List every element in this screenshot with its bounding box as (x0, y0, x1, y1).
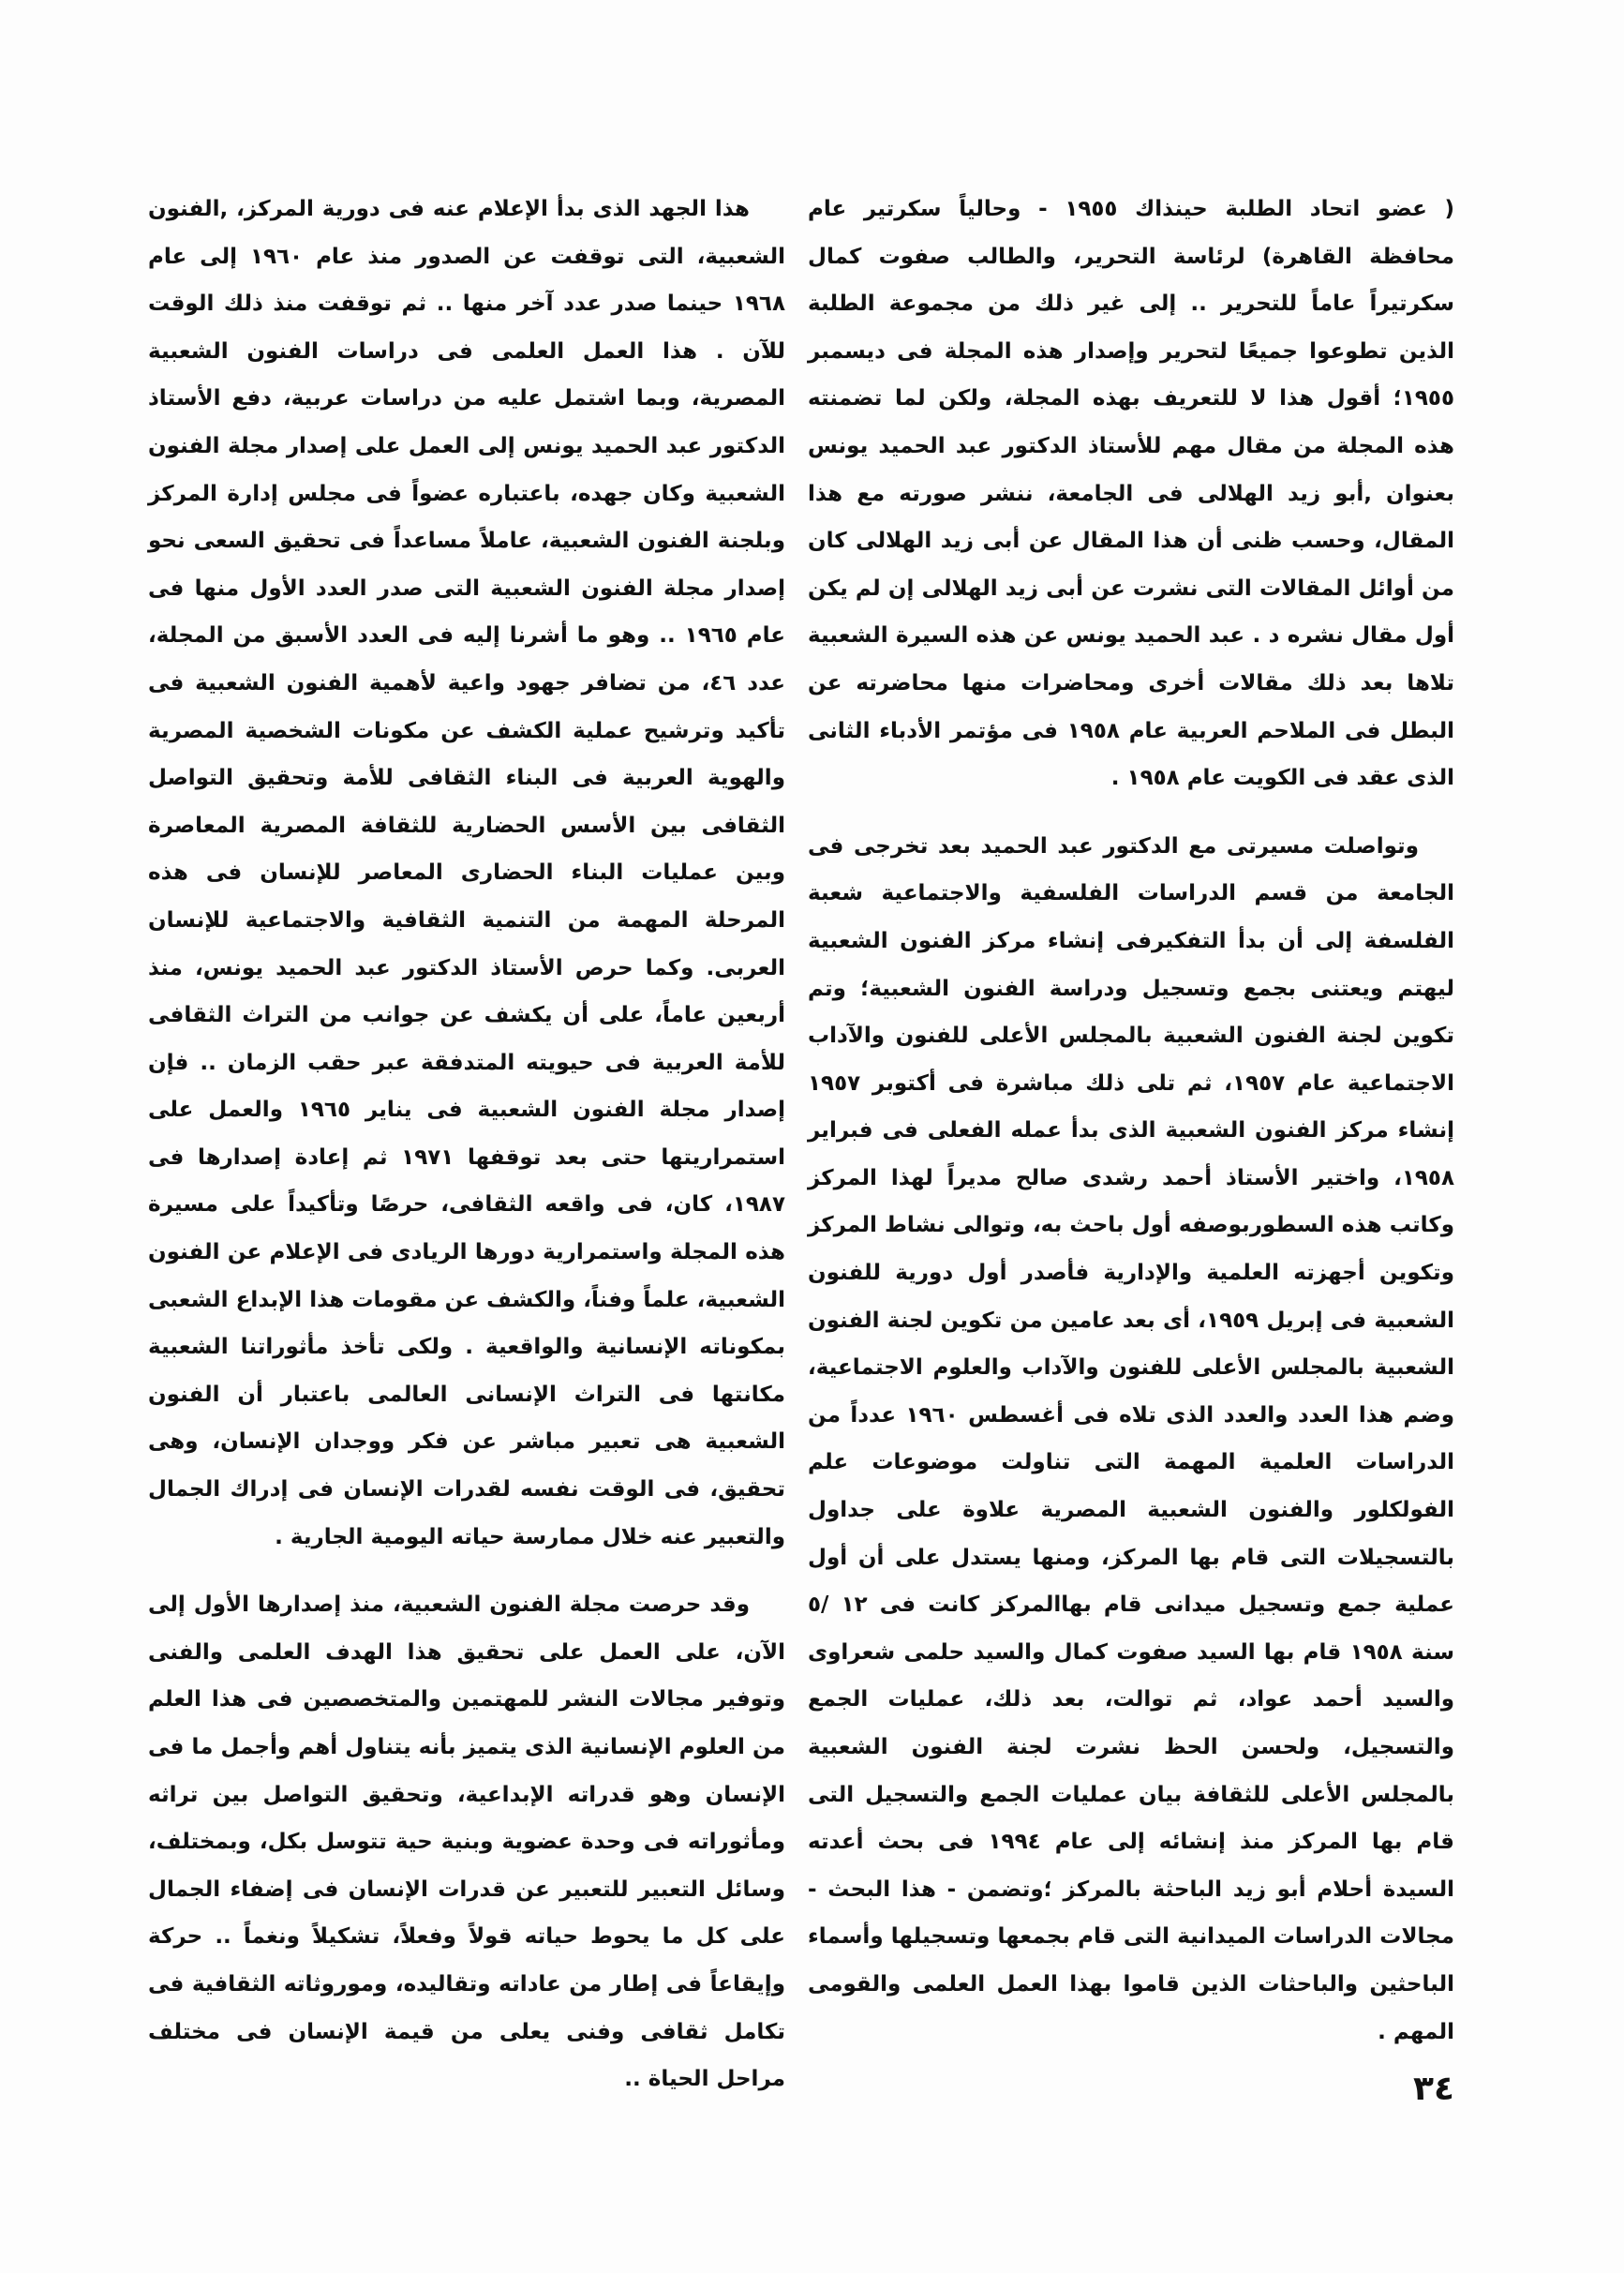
paragraph: ( عضو اتحاد الطلبة حينذاك ١٩٥٥ - وحالياً سكرتير عام محافظة القاهرة) لرئاسة التحرير، والطالب صفوت كمال سكرتيراً عاماً للتحرير .. إلى غير ذلك من مجموعة الطلبة الذين تطوعوا جميعًا لتحرير وإصدار هذه المجلة فى ديسمبر ١٩٥٥؛ أقول هذا لا للتعريف بهذه المجلة، ولكن لما تضمنته هذه المجلة من مقال مهم للأستاذ الدكتور عبد الحميد يونس بعنوان ,أبو زيد الهلالى فى الجامعة، ننشر صورته مع هذا المقال، وحسب ظنى أن هذا المقال عن أبى زيد الهلالى كان من أوائل المقالات التى نشرت عن أبى زيد الهلالى إن لم يكن أول مقال نشره د . عبد الحميد يونس عن هذه السيرة الشعبية تلاها بعد ذلك مقالات أخرى ومحاضرات منها محاضرته عن البطل فى الملاحم العربية عام ١٩٥٨ فى مؤتمر الأدباء الثانى الذى عقد فى الكويت عام ١٩٥٨ . (808, 197, 1454, 791)
right-text-column (808, 186, 1454, 2056)
left-text-column (148, 186, 785, 2103)
page-number: ٣٤ (1413, 2070, 1454, 2108)
paragraph: وقد حرصت مجلة الفنون الشعبية، منذ إصدارها الأول إلى الآن، على العمل على تحقيق هذا الهدف العلمى والفنى وتوفير مجالات النشر للمهتمين والمتخصصين فى هذا العلم من العلوم الإنسانية الذى يتميز بأنه يتناول أهم وأجمل ما فى الإنسان وهو قدراته الإبداعية، وتحقيق التواصل بين تراثه ومأثوراته فى وحدة عضوية وبنية حية تتوسل بكل، وبمختلف، وسائل التعبير للتعبير عن قدرات الإنسان فى إضفاء الجمال على كل ما يحوط حياته قولاً وفعلاً، تشكيلاً ونغماً .. حركة وإيقاعاً فى إطار من عاداته وتقاليده، وموروثاته الثقافية فى تكامل ثقافى وفنى يعلى من قيمة الإنسان فى مختلف مراحل الحياة .. (148, 1593, 785, 2092)
paragraph: وتواصلت مسيرتى مع الدكتور عبد الحميد بعد تخرجى فى الجامعة من قسم الدراسات الفلسفية والاجتماعية شعبة الفلسفة إلى أن بدأ التفكيرفى إنشاء مركز الفنون الشعبية ليهتم ويعتنى بجمع وتسجيل ودراسة الفنون الشعبية؛ وتم تكوين لجنة الفنون الشعبية بالمجلس الأعلى للفنون والآداب الاجتماعية عام ١٩٥٧، ثم تلى ذلك مباشرة فى أكتوبر ١٩٥٧ إنشاء مركز الفنون الشعبية الذى بدأ عمله الفعلى فى فبراير ١٩٥٨، واختير الأستاذ أحمد رشدى صالح مديراً لهذا المركز وكاتب هذه السطوربوصفه أول باحث به، وتوالى نشاط المركز وتكوين أجهزته العلمية والإدارية فأصدر أول دورية للفنون الشعبية فى إبريل ١٩٥٩، أى بعد عامين من تكوين لجنة الفنون الشعبية بالمجلس الأعلى للفنون والآداب والعلوم الاجتماعية، وضم هذا العدد والعدد الذى تلاه فى أغسطس ١٩٦٠ عدداً من الدراسات العلمية المهمة التى تناولت موضوعات علم الفولكلور والفنون الشعبية المصرية علاوة على جداول بالتسجيلات التى قام بها المركز، ومنها يستدل على أن أول عملية جمع وتسجيل ميدانى قام بهاالمركز كانت فى ١٢ /٥ سنة ١٩٥٨ قام بها السيد صفوت كمال والسيد حلمى شعراوى والسيد أحمد عواد، ثم توالت، بعد ذلك، عمليات الجمع والتسجيل، ولحسن الحظ نشرت لجنة الفنون الشعبية بالمجلس الأعلى للثقافة بيان عمليات الجمع والتسجيل التى قام بها المركز منذ إنشائه إلى عام ١٩٩٤ فى بحث أعدته السيدة أحلام أبو زيد الباحثة بالمركز ؛وتضمن - هذا البحث - مجالات الدراسات الميدانية التى قام بجمعها وتسجيلها وأسماء الباحثين والباحثات الذين قاموا بهذا العمل العلمى والقومى المهم . (808, 833, 1454, 2044)
paragraph: هذا الجهد الذى بدأ الإعلام عنه فى دورية المركز، ,الفنون الشعبية، التى توقفت عن الصدور منذ عام ١٩٦٠ إلى عام ١٩٦٨ حينما صدر عدد آخر منها .. ثم توقفت منذ ذلك الوقت للآن . هذا العمل العلمى فى دراسات الفنون الشعبية المصرية، وبما اشتمل عليه من دراسات عربية، دفع الأستاذ الدكتور عبد الحميد يونس إلى العمل على إصدار مجلة الفنون الشعبية وكان جهده، باعتباره عضواً فى مجلس إدارة المركز وبلجنة الفنون الشعبية، عاملاً مساعداً فى تحقيق السعى نحو إصدار مجلة الفنون الشعبية التى صدر العدد الأول منها فى عام ١٩٦٥ .. وهو ما أشرنا إليه فى العدد الأسبق من المجلة، عدد ٤٦، من تضافر جهود واعية لأهمية الفنون الشعبية فى تأكيد وترشيح عملية الكشف عن مكونات الشخصية المصرية والهوية العربية فى البناء الثقافى للأمة وتحقيق التواصل الثقافى بين الأسس الحضارية للثقافة المصرية المعاصرة وبين عمليات البناء الحضارى المعاصر للإنسان فى هذه المرحلة المهمة من التنمية الثقافية والاجتماعية للإنسان العربى. وكما حرص الأستاذ الدكتور عبد الحميد يونس، منذ أربعين عاماً، على أن يكشف عن جوانب من التراث الثقافى للأمة العربية فى حيويته المتدفقة عبر حقب الزمان .. فإن إصدار مجلة الفنون الشعبية فى يناير ١٩٦٥ والعمل على استمراريتها حتى بعد توقفها ١٩٧١ ثم إعادة إصدارها فى ١٩٨٧، كان، فى واقعه الثقافى، حرصًا وتأكيداً على مسيرة هذه المجلة واستمرارية دورها الريادى فى الإعلام عن الفنون الشعبية، علماً وفناً، والكشف عن مقومات هذا الإبداع الشعبى بمكوناته الإنسانية والواقعية . ولكى تأخذ مأثوراتنا الشعبية مكانتها فى التراث الإنسانى العالمى باعتبار أن الفنون الشعبية هى تعبير مباشر عن فكر ووجدان الإنسان، وهى تحقيق، فى الوقت نفسه لقدرات الإنسان فى إدراك الجمال والتعبير عنه خلال ممارسة حياته اليومية الجارية . (148, 197, 785, 1549)
